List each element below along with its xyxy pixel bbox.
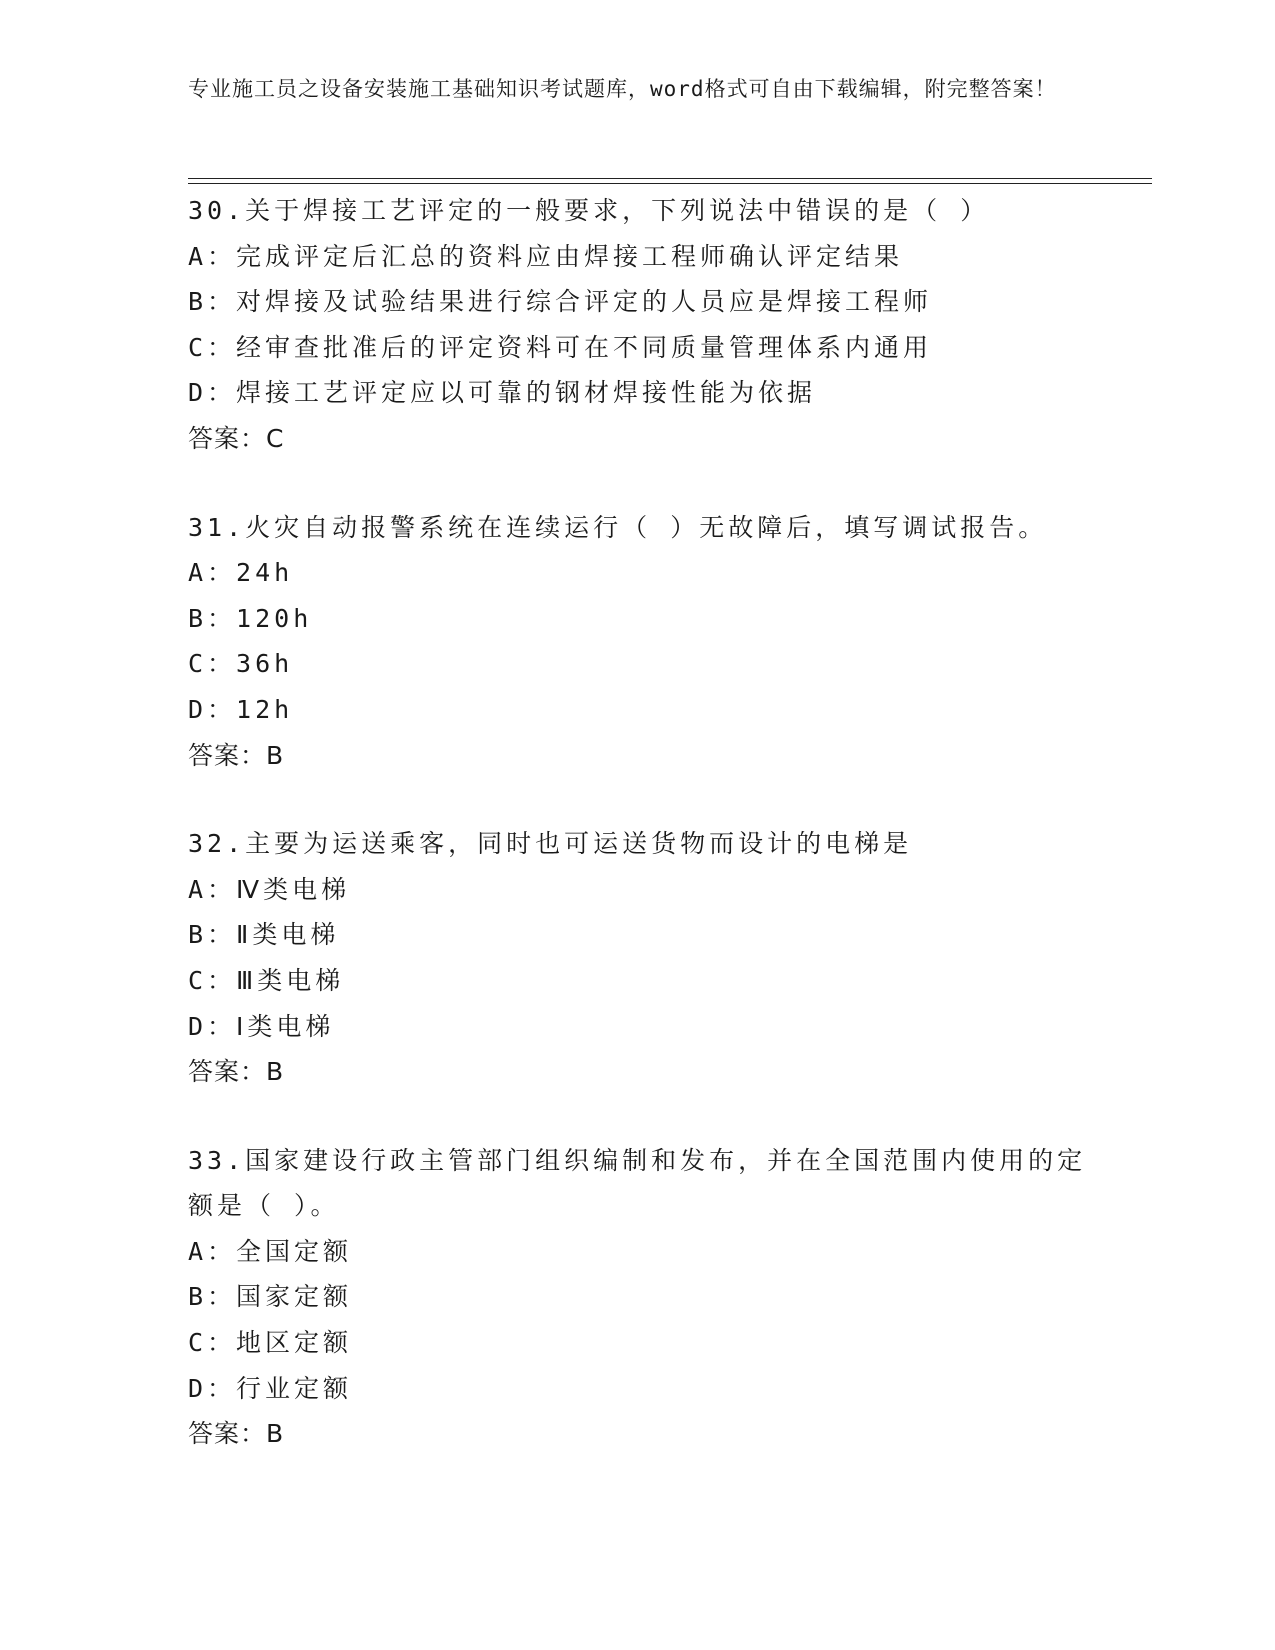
option-d: D：行业定额: [188, 1373, 353, 1403]
option-c: C：36h: [188, 649, 294, 679]
option-d: D：Ⅰ类电梯: [188, 1011, 335, 1041]
question-30: [188, 188, 1088, 462]
question-32: [188, 821, 1088, 1095]
option-d: D：焊接工艺评定应以可靠的钢材焊接性能为依据: [188, 378, 817, 408]
question-stem: 33.国家建设行政主管部门组织编制和发布，并在全国范围内使用的定额是（ ）。: [188, 1145, 1087, 1221]
answer: 答案：B: [188, 1419, 285, 1449]
option-b: B：120h: [188, 603, 313, 633]
question-stem: 30.关于焊接工艺评定的一般要求，下列说法中错误的是（ ）: [188, 196, 990, 225]
answer: 答案：C: [188, 423, 285, 453]
option-c: C：经审查批准后的评定资料可在不同质量管理体系内通用: [188, 332, 933, 362]
question-list: [188, 188, 1088, 1500]
option-b: B：国家定额: [188, 1282, 353, 1312]
option-c: C：地区定额: [188, 1328, 353, 1358]
document-header: 专业施工员之设备安装施工基础知识考试题库，word格式可自由下载编辑，附完整答案！: [188, 77, 1057, 101]
question-stem: 31.火灾自动报警系统在连续运行（ ）无故障后，填写调试报告。: [188, 512, 1048, 542]
option-a: A：Ⅳ类电梯: [188, 874, 351, 904]
option-c: C：Ⅲ类电梯: [188, 965, 345, 995]
option-a: A：24h: [188, 558, 294, 588]
question-stem: 32.主要为运送乘客，同时也可运送货物而设计的电梯是: [188, 829, 913, 859]
option-a: A：完成评定后汇总的资料应由焊接工程师确认评定结果: [188, 241, 904, 271]
answer: 答案：B: [188, 1057, 285, 1087]
option-d: D：12h: [188, 694, 294, 724]
header-divider-bottom: [188, 183, 1152, 184]
header-divider-top: [188, 178, 1152, 179]
option-b: B：Ⅱ类电梯: [188, 920, 340, 950]
option-a: A：全国定额: [188, 1236, 353, 1266]
option-b: B：对焊接及试验结果进行综合评定的人员应是焊接工程师: [188, 287, 933, 317]
answer: 答案：B: [188, 740, 285, 770]
question-33: [188, 1138, 1088, 1457]
question-31: [188, 505, 1088, 779]
